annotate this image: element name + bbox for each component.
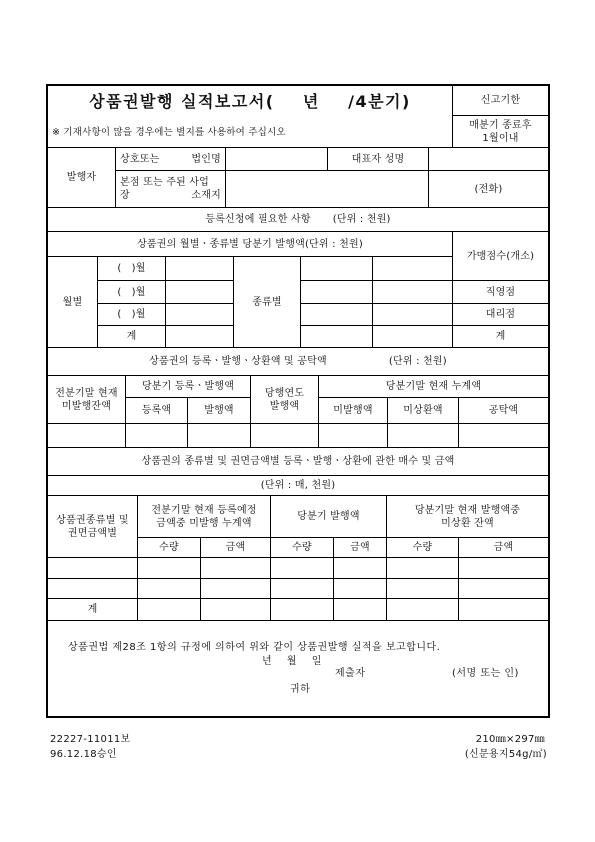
month-total-label: 계 xyxy=(126,331,137,342)
by-type-header: 상품권의 종류별 및 권면금액별 등록ㆍ발행ㆍ상환에 관한 매수 및 금액 xyxy=(141,456,455,467)
quantity-header-cell xyxy=(137,537,201,558)
amount-data-cell xyxy=(47,423,126,448)
deposited-label: 공탁액 xyxy=(488,405,519,416)
group-quarter-issued-cell xyxy=(270,495,387,538)
company-name-label-cell xyxy=(115,147,226,171)
company-name-field xyxy=(225,147,328,171)
type-total-cell xyxy=(137,598,201,621)
franchise-total-cell xyxy=(452,325,549,348)
amount-header-cell xyxy=(333,537,387,558)
type-total-label-cell xyxy=(47,598,138,621)
type-data-cell xyxy=(200,557,271,579)
unredeemed-cell xyxy=(387,397,459,424)
month-row-label: ( )월 xyxy=(117,309,146,320)
type-name-cell xyxy=(300,280,373,304)
representative-label-cell xyxy=(327,147,429,171)
amount-header: 금액 xyxy=(350,542,370,553)
issuer-label-cell xyxy=(47,147,116,208)
month-value-cell xyxy=(165,256,234,281)
amount-data-cell xyxy=(387,423,459,448)
type-name-cell xyxy=(300,256,373,281)
by-type-label-cell xyxy=(233,256,301,348)
franchise-direct-cell xyxy=(452,280,549,304)
address-label-line2 xyxy=(120,189,221,202)
paper-size: 210㎜×297㎜ xyxy=(475,734,545,745)
representative-label: 대표자 성명 xyxy=(351,153,405,165)
month-total-label-cell xyxy=(97,325,166,348)
type-total-cell xyxy=(333,598,387,621)
address-label-line2-a: 장 xyxy=(120,190,130,201)
registered-label: 등록액 xyxy=(141,405,172,416)
deadline-value-line1: 매분기 종료후 xyxy=(469,119,532,131)
group-prev-unissued-cell xyxy=(137,495,271,538)
amount-data-cell xyxy=(458,423,549,448)
type-value-cell xyxy=(372,256,453,281)
year-issued-cell xyxy=(250,375,319,424)
quantity-header-cell xyxy=(386,537,459,558)
month-value-cell xyxy=(165,325,234,348)
amount-header: 금액 xyxy=(493,542,514,553)
type-data-cell xyxy=(270,578,334,599)
submitter-label: 제출자 xyxy=(335,668,366,679)
amounts-header: 상품권의 등록ㆍ발행ㆍ상환액 및 공탁액 xyxy=(149,356,327,367)
quantity-header-cell xyxy=(270,537,334,558)
quarter-end-cumulative-cell xyxy=(318,375,549,398)
issued-cell xyxy=(187,397,251,424)
deadline-value-cell xyxy=(452,115,549,148)
phone-label: (전화) xyxy=(474,183,503,195)
group-prev-unissued-line1: 전분기말 현재 등록예정 xyxy=(151,504,257,516)
year-issued-line1: 당행연도 xyxy=(264,387,305,399)
company-name-label-b: 법인명 xyxy=(191,153,221,165)
month-value-cell xyxy=(165,280,234,304)
prev-unissued-line2: 미발행잔액 xyxy=(61,400,112,412)
denomination-header-cell xyxy=(47,495,138,558)
registration-requirements-unit: (단위 : 천원) xyxy=(332,214,391,225)
month-row-label-cell xyxy=(97,303,166,326)
type-data-cell xyxy=(137,557,201,579)
address-label-line1: 본점 또는 주된 사업 xyxy=(120,177,210,188)
month-row-label-cell xyxy=(97,256,166,281)
type-data-cell xyxy=(47,557,138,579)
quarter-reg-issue-cell xyxy=(125,375,251,398)
addressee-label: 귀하 xyxy=(290,684,311,695)
amount-header-cell xyxy=(200,537,271,558)
type-data-cell xyxy=(200,578,271,599)
type-data-cell xyxy=(458,557,549,579)
issuer-label: 발행자 xyxy=(66,172,97,183)
type-data-cell xyxy=(333,578,387,599)
type-value-cell xyxy=(372,303,453,326)
form-note: ※ 기재사항이 많을 경우에는 별지를 사용하여 주십시오 xyxy=(52,127,286,138)
phone-cell xyxy=(428,170,549,208)
representative-field xyxy=(428,147,549,171)
franchise-total-label: 계 xyxy=(495,331,506,342)
by-type-unit-cell xyxy=(47,475,549,496)
address-field xyxy=(225,170,429,208)
amount-data-cell xyxy=(250,423,319,448)
unissued-cell xyxy=(318,397,388,424)
month-value-cell xyxy=(165,303,234,326)
deadline-value-line2: 1월이내 xyxy=(482,132,519,144)
by-type-label: 종류별 xyxy=(252,296,282,308)
type-value-cell xyxy=(372,280,453,304)
type-name-cell xyxy=(300,303,373,326)
title-cell xyxy=(47,85,453,148)
amounts-header-row xyxy=(47,347,549,376)
form-title: 상품권발행 실적보고서( 년 /4분기) xyxy=(89,92,411,111)
denomination-header-line1: 상품권종류별 및 xyxy=(56,514,129,526)
issued-label: 발행액 xyxy=(204,405,234,416)
month-row-label: ( )월 xyxy=(117,286,146,298)
registered-cell xyxy=(125,397,188,424)
group-prev-unissued-line2: 금액중 미발행 누계액 xyxy=(156,517,252,529)
denomination-header-line2: 권면금액별 xyxy=(67,527,118,539)
amount-data-cell xyxy=(318,423,388,448)
by-month-label: 월별 xyxy=(62,296,83,308)
type-data-cell xyxy=(137,578,201,599)
franchise-agency-label: 대리점 xyxy=(485,309,516,320)
prev-unissued-cell xyxy=(47,375,126,424)
quarter-end-cumulative-label: 당분기말 현재 누계액 xyxy=(385,381,482,392)
amount-header: 금액 xyxy=(225,542,246,553)
quarter-reg-issue-label: 당분기 등록ㆍ발행액 xyxy=(141,381,235,392)
monthly-header: 상품권의 월별ㆍ종류별 당분기 발행액(단위 : 천원) xyxy=(137,238,363,250)
address-label-cell xyxy=(115,170,226,208)
group-unredeemed-cell xyxy=(386,495,549,538)
franchise-agency-cell xyxy=(452,303,549,326)
deadline-label-cell xyxy=(452,85,549,116)
paper-type: (신문용지54g/㎡) xyxy=(464,749,547,760)
amount-header-cell xyxy=(458,537,549,558)
type-data-cell xyxy=(47,578,138,599)
group-unredeemed-line1: 당분기말 현재 발행액중 xyxy=(414,504,521,516)
type-data-cell xyxy=(458,578,549,599)
quantity-header: 수량 xyxy=(159,542,179,553)
franchise-header: 가맹점수(개소) xyxy=(466,250,535,262)
month-row-label: ( )월 xyxy=(117,263,146,274)
amount-data-cell xyxy=(125,423,188,448)
unredeemed-label: 미상환액 xyxy=(403,405,443,416)
amounts-unit: (단위 : 천원) xyxy=(388,356,447,367)
group-quarter-issued-label: 당분기 발행액 xyxy=(297,511,360,522)
unissued-label: 미발행액 xyxy=(333,405,373,416)
type-name-cell xyxy=(300,325,373,348)
type-data-cell xyxy=(386,557,459,579)
franchise-direct-label: 직영점 xyxy=(485,286,516,298)
type-total-label: 계 xyxy=(87,604,98,615)
declaration-statement: 상품권법 제28조 1항의 규정에 의하여 위와 같이 상품권발행 실적을 보고합니다. xyxy=(68,642,441,653)
by-type-unit: (단위 : 매, 천원) xyxy=(260,480,336,491)
quantity-header: 수량 xyxy=(412,542,433,553)
type-total-cell xyxy=(200,598,271,621)
amount-data-cell xyxy=(187,423,251,448)
registration-requirements-row xyxy=(47,207,549,232)
address-label-line2-b: 소재지 xyxy=(191,190,221,201)
type-total-cell xyxy=(270,598,334,621)
prev-unissued-line1: 전분기말 현재 xyxy=(55,387,118,399)
year-issued-line2: 발행액 xyxy=(269,400,300,412)
type-total-cell xyxy=(458,598,549,621)
month-row-label-cell xyxy=(97,280,166,304)
by-month-label-cell xyxy=(47,256,98,348)
deadline-label: 신고기한 xyxy=(480,95,521,106)
type-total-cell xyxy=(386,598,459,621)
type-value-cell xyxy=(372,325,453,348)
approval-date: 96.12.18승인 xyxy=(50,749,117,760)
company-name-label-a: 상호또는 xyxy=(120,153,160,165)
quantity-header: 수량 xyxy=(292,542,312,553)
by-type-header-cell xyxy=(47,447,549,476)
franchise-header-cell xyxy=(452,231,549,281)
signature-label: (서명 또는 인) xyxy=(452,668,519,679)
registration-requirements-label: 등록신청에 필요한 사항 xyxy=(205,214,311,225)
type-data-cell xyxy=(333,557,387,579)
type-data-cell xyxy=(386,578,459,599)
form-number: 22227-11011보 xyxy=(50,734,131,745)
deposited-cell xyxy=(458,397,549,424)
monthly-header-cell xyxy=(47,231,453,257)
type-data-cell xyxy=(270,557,334,579)
group-unredeemed-line2: 미상환 잔액 xyxy=(441,517,494,529)
declaration-cell xyxy=(47,620,549,717)
declaration-date: 년 월 일 xyxy=(262,656,322,667)
